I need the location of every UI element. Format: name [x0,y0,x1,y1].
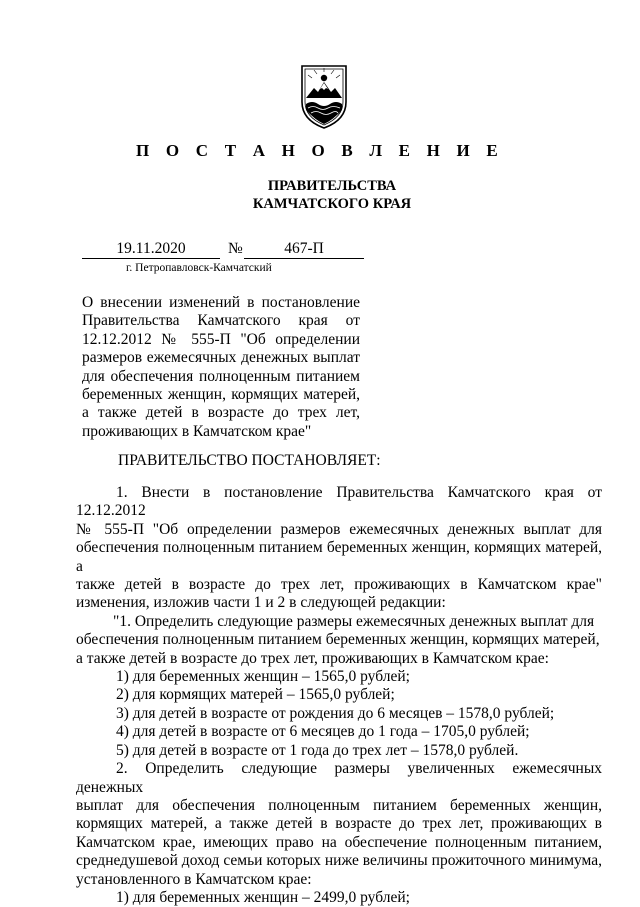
document-body [76,484,602,907]
city-name: г. Петропавловск-Камчатский [126,262,272,274]
list-item: 3) для детей в возрасте от рождения до 6 месяцев – 1578,0 рублей; [116,704,555,722]
body-line: изменения, изложив части 1 и 2 в следующей редакции: [76,594,446,612]
kamchatka-emblem-icon [298,64,350,130]
subject-line: для обеспечения полноценным питанием [82,367,360,385]
subject-line: О внесении изменений в постановление [82,294,360,311]
body-line: 1. Внести в постановление Правительства Камчатского края от 12.12.2012 [76,484,602,520]
list-item: 5) для детей в возрасте от 1 года до трех лет – 1578,0 рублей. [116,741,519,759]
subject-line: а также детей в возрасте до трех лет, [82,404,360,422]
decree-subject [82,294,360,441]
body-line: "1. Определить следующие размеры ежемесячных денежных выплат для [113,612,595,630]
body-line: обеспечения полноценным питанием беременных женщин, кормящих матерей, [76,631,600,649]
body-line: обеспечения полноценным питанием беременных женщин, кормящих матерей, а [76,539,602,575]
subject-line: 12.12.2012 № 555-П "Об определении [82,330,360,348]
government-name-line-2: КАМЧАТСКОГО КРАЯ [252,196,412,212]
list-item: 4) для детей в возрасте от 6 месяцев до 1 года – 1705,0 рублей; [116,723,530,741]
body-line: установленного в Камчатском крае: [76,870,312,888]
list-item: 1) для беременных женщин – 2499,0 рублей; [116,888,410,906]
list-item: 2) для кормящих матерей – 1565,0 рублей; [116,686,395,704]
subject-line: беременных женщин, кормящих матерей, [82,386,360,404]
number-sign: № [228,240,243,257]
body-line: № 555-П "Об определении размеров ежемесячных денежных выплат для [76,520,602,538]
subject-line: размеров ежемесячных денежных выплат [82,349,360,367]
decree-number: 467-П [244,240,364,259]
list-item: 1) для беременных женщин – 1565,0 рублей; [116,668,410,686]
decree-statement: ПРАВИТЕЛЬСТВО ПОСТАНОВЛЯЕТ: [118,452,381,469]
body-line: Камчатском крае, имеющих право на обеспечение полноценным питанием, [76,833,602,851]
document-type-title: П О С Т А Н О В Л Е Н И Е [136,141,504,160]
decree-date: 19.11.2020 [82,240,220,259]
body-line: выплат для обеспечения полноценным питанием беременных женщин, [76,796,602,814]
body-line: кормящих матерей, а также детей в возрасте до трех лет, проживающих в [76,815,602,833]
body-line: а также детей в возрасте до трех лет, проживающих в Камчатском крае: [76,649,549,667]
subject-line: Правительства Камчатского края от [82,312,360,330]
subject-line: проживающих в Камчатском крае" [82,422,312,440]
body-line: 2. Определить следующие размеры увеличенных ежемесячных денежных [76,760,602,796]
body-line: среднедушевой доход семьи которых ниже величины прожиточного минимума, [76,852,602,870]
body-line: также детей в возрасте до трех лет, проживающих в Камчатском крае" [76,576,602,594]
government-name-line-1: ПРАВИТЕЛЬСТВА [267,178,397,194]
